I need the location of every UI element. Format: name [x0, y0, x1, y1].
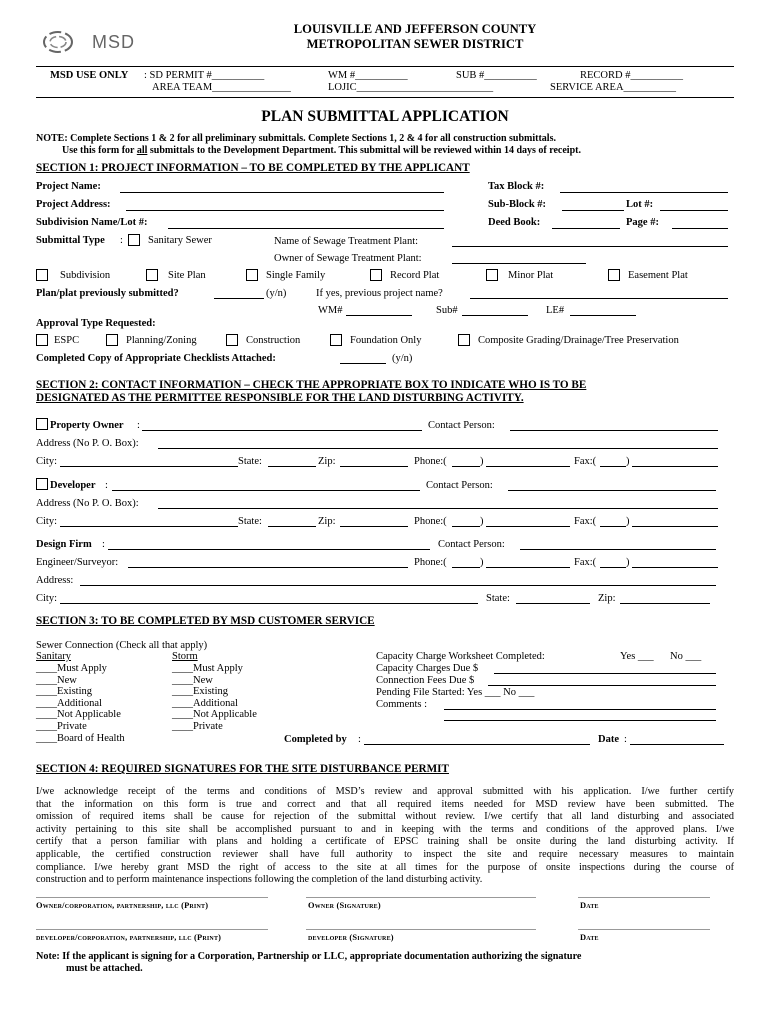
dev-zip-field[interactable] — [340, 526, 408, 527]
df-phone-area[interactable] — [452, 567, 480, 568]
capacity-worksheet-label: Capacity Charge Worksheet Completed: — [376, 651, 545, 662]
completed-by-colon: : — [358, 734, 361, 745]
df-phone-label: Phone:( — [414, 557, 447, 568]
project-name-field[interactable] — [120, 192, 444, 193]
comments-field-1[interactable] — [444, 709, 716, 710]
engineer-field[interactable] — [128, 567, 408, 568]
completed-date-label: Date — [598, 734, 619, 745]
prev-sub-field[interactable] — [462, 315, 528, 316]
note-line1: NOTE: Complete Sections 1 & 2 for all preliminary submittals. Complete Sections 1, 2 & 4 for all construction submittals. — [36, 133, 556, 144]
msd-logo-text: MSD — [92, 32, 135, 52]
capacity-due-field[interactable] — [494, 673, 716, 674]
po-fax-area[interactable] — [600, 466, 626, 467]
section2-title-line2: DESIGNATED AS THE PERMITTEE RESPONSIBLE FOR THE LAND DISTURBING ACTIVITY. — [36, 392, 524, 404]
msd-use-label: MSD USE ONLY — [50, 70, 129, 81]
certification-line: certify that a person familiar with plans and holding a certificate of EPSC training shall be onsite during the land disturbing activity. If — [36, 836, 734, 848]
po-phone-paren: ) — [480, 456, 484, 467]
sanitary-sewer-checkbox[interactable] — [128, 234, 140, 246]
dev-contact-field[interactable] — [508, 490, 716, 491]
certification-line: construction and to perform maintenance inspections following the completion of the land disturbing activity. — [36, 874, 483, 886]
sig1-print-line[interactable] — [36, 897, 268, 898]
dev-address-field[interactable] — [158, 508, 718, 509]
type-single-family-label: Single Family — [266, 270, 326, 281]
sub-block-label: Sub-Block #: — [488, 199, 547, 210]
approval-espc-label: ESPC — [54, 335, 80, 346]
prev-wm-label: WM# — [318, 305, 343, 316]
msd-use-area-team: AREA TEAM_______________ — [152, 82, 291, 93]
po-zip-field[interactable] — [340, 466, 408, 467]
checklist-field[interactable] — [340, 363, 386, 364]
type-record-plat-label: Record Plat — [390, 270, 440, 281]
dev-city-field[interactable] — [60, 526, 238, 527]
dev-fax-paren: ) — [626, 516, 630, 527]
property-owner-colon: : — [137, 420, 140, 431]
po-contact-label: Contact Person: — [428, 420, 495, 431]
tax-block-label: Tax Block #: — [488, 181, 545, 192]
dev-phone-area[interactable] — [452, 526, 480, 527]
dev-phone-paren: ) — [480, 516, 484, 527]
df-fax-field[interactable] — [632, 567, 718, 568]
df-address-label: Address: — [36, 575, 74, 586]
checklist-yn: (y/n) — [392, 353, 413, 364]
previous-name-field[interactable] — [470, 298, 728, 299]
storm-item[interactable]: ____Not Applicable — [172, 709, 257, 721]
df-zip-label: Zip: — [598, 593, 616, 604]
po-zip-label: Zip: — [318, 456, 336, 467]
site-plan-checkbox[interactable] — [146, 269, 158, 281]
design-firm-field[interactable] — [108, 549, 430, 550]
completed-date-colon: : — [624, 734, 627, 745]
approval-planning-label: Planning/Zoning — [126, 335, 197, 346]
completed-by-label: Completed by — [284, 734, 347, 745]
sig2-print-label: developer/corporation, partnership, llc (Print) — [36, 933, 222, 942]
df-state-field[interactable] — [516, 603, 590, 604]
type-minor-plat-label: Minor Plat — [508, 270, 554, 281]
form-title: PLAN SUBMITTAL APPLICATION — [261, 108, 509, 125]
type-easement-plat-label: Easement Plat — [628, 270, 688, 281]
previously-submitted-field[interactable] — [214, 298, 264, 299]
df-zip-field[interactable] — [620, 603, 710, 604]
df-fax-area[interactable] — [600, 567, 626, 568]
certification-paragraph — [36, 786, 734, 887]
prev-le-label: LE# — [546, 305, 565, 316]
msd-use-sub: SUB #__________ — [456, 70, 537, 81]
df-state-label: State: — [486, 593, 510, 604]
prev-sub-label: Sub# — [436, 305, 458, 316]
storm-item[interactable]: ____Private — [172, 721, 223, 732]
tax-block-field[interactable] — [560, 192, 728, 193]
po-phone-label: Phone:( — [414, 456, 447, 467]
completed-by-field[interactable] — [364, 744, 590, 745]
sanitary-sewer-label: Sanitary Sewer — [148, 235, 212, 246]
previously-submitted-label: Plan/plat previously submitted? — [36, 288, 179, 299]
design-firm-label: Design Firm — [36, 539, 92, 550]
sig2-sign-label: developer (Signature) — [308, 933, 394, 942]
type-subdivision-label: Subdivision — [60, 270, 111, 281]
sig1-print-label: Owner/corporation, partnership, llc (Print) — [36, 901, 209, 910]
page-label: Page #: — [626, 217, 659, 228]
section1-title: SECTION 1: PROJECT INFORMATION – TO BE COMPLETED BY THE APPLICANT — [36, 162, 470, 174]
po-fax-field[interactable] — [632, 466, 718, 467]
footer-note-line1: Note: If the applicant is signing for a Corporation, Partnership or LLC, appropriate documentation authorizing the signature — [36, 951, 582, 962]
section2-title-line1: SECTION 2: CONTACT INFORMATION – CHECK THE APPROPRIATE BOX TO INDICATE WHO IS TO BE — [36, 379, 587, 391]
po-address-field[interactable] — [158, 448, 718, 449]
dev-phone-label: Phone:( — [414, 516, 447, 527]
subdivision-lot-label: Subdivision Name/Lot #: — [36, 217, 148, 228]
connection-fees-field[interactable] — [488, 685, 716, 686]
certification-line: that the information on this form is true and correct and that all required items needed for MSD review have been submitted. The — [36, 798, 734, 810]
dev-fax-label: Fax:( — [574, 516, 597, 527]
name-plant-field[interactable] — [452, 246, 728, 247]
dev-state-field[interactable] — [268, 526, 316, 527]
dev-phone-field[interactable] — [486, 526, 570, 527]
df-fax-paren: ) — [626, 557, 630, 568]
po-address-label: Address (No P. O. Box): — [36, 438, 139, 449]
dev-zip-label: Zip: — [318, 516, 336, 527]
msd-use-service-area: SERVICE AREA__________ — [550, 82, 677, 93]
sanitary-item[interactable]: ____Must Apply — [36, 663, 107, 674]
easement-plat-checkbox[interactable] — [608, 269, 620, 281]
name-plant-label: Name of Sewage Treatment Plant: — [274, 236, 419, 247]
sanitary-item[interactable]: ____Not Applicable — [36, 709, 121, 721]
comments-field-2[interactable] — [444, 720, 716, 721]
comments-label: Comments : — [376, 699, 428, 710]
sanitary-item[interactable]: ____Private — [36, 721, 87, 732]
prev-wm-field[interactable] — [346, 315, 412, 316]
pending-file-label[interactable]: Pending File Started: Yes ___ No ___ — [376, 687, 535, 698]
df-city-field[interactable] — [60, 603, 478, 604]
planning-zoning-checkbox[interactable] — [106, 334, 118, 346]
owner-plant-label: Owner of Sewage Treatment Plant: — [274, 253, 422, 264]
sig2-date-label: Date — [580, 933, 599, 942]
approval-composite-label: Composite Grading/Drainage/Tree Preservation — [478, 335, 679, 346]
capacity-worksheet-no[interactable]: No ___ — [670, 651, 702, 662]
sanitary-item[interactable]: ____New — [36, 674, 77, 686]
storm-item[interactable]: ____Additional — [172, 697, 238, 709]
developer-label: Developer — [50, 480, 96, 491]
msd-use-record: RECORD #__________ — [580, 70, 683, 81]
po-phone-area[interactable] — [452, 466, 480, 467]
sanitary-item[interactable]: ____Additional — [36, 697, 102, 709]
dev-address-label: Address (No P. O. Box): — [36, 498, 139, 509]
completed-date-field[interactable] — [630, 744, 724, 745]
property-owner-field[interactable] — [142, 430, 422, 431]
sig1-date-label: Date — [580, 901, 599, 910]
project-name-label: Project Name: — [36, 181, 101, 192]
df-fax-label: Fax:( — [574, 557, 597, 568]
capacity-due-label: Capacity Charges Due $ — [376, 663, 479, 674]
dev-fax-field[interactable] — [632, 526, 718, 527]
subdivision-checkbox[interactable] — [36, 269, 48, 281]
sub-block-field[interactable] — [562, 210, 624, 211]
storm-item[interactable]: ____New — [172, 674, 213, 686]
storm-heading: Storm — [172, 651, 198, 662]
foundation-only-checkbox[interactable] — [330, 334, 342, 346]
msd-use-lojic: LOJIC__________________________ — [328, 82, 494, 93]
po-phone-field[interactable] — [486, 466, 570, 467]
dev-city-label: City: — [36, 516, 58, 527]
storm-item[interactable]: ____Existing — [172, 686, 229, 698]
owner-plant-field[interactable] — [452, 263, 586, 264]
msd-use-wm: WM #__________ — [328, 70, 408, 81]
sig1-sign-label: Owner (Signature) — [308, 901, 381, 910]
page-field[interactable] — [672, 228, 728, 229]
developer-field[interactable] — [112, 490, 420, 491]
po-fax-label: Fax:( — [574, 456, 597, 467]
note-line2: Use this form for all submittals to the Development Department. This submittal will be reviewed within 14 days of receipt. — [62, 145, 581, 156]
previously-yn: (y/n) — [266, 288, 287, 299]
sanitary-heading: Sanitary — [36, 651, 71, 662]
engineer-label: Engineer/Surveyor: — [36, 557, 119, 568]
espc-checkbox[interactable] — [36, 334, 48, 346]
property-owner-checkbox[interactable] — [36, 418, 48, 430]
subdivision-lot-field[interactable] — [168, 228, 444, 229]
dev-fax-area[interactable] — [600, 526, 626, 527]
prev-le-field[interactable] — [570, 315, 636, 316]
sanitary-item[interactable]: ____Existing — [36, 686, 93, 698]
lot-label: Lot #: — [626, 199, 654, 210]
df-phone-field[interactable] — [486, 567, 570, 568]
submittal-type-colon: : — [120, 235, 123, 246]
capacity-worksheet-yes[interactable]: Yes ___ — [620, 651, 654, 662]
single-family-checkbox[interactable] — [246, 269, 258, 281]
po-fax-paren: ) — [626, 456, 630, 467]
certification-line: compliance. I/we hereby grant MSD the right of access to the site at all times for the purpose of onsite inspections during the course of — [36, 861, 734, 873]
project-address-field[interactable] — [126, 210, 444, 211]
certification-line: applicable, the certified construction reviewer shall have full authority to inspect the site and require necessary measures to maintain — [36, 848, 734, 860]
sig1-date-line[interactable] — [578, 897, 710, 898]
previous-name-label: If yes, previous project name? — [316, 288, 443, 299]
developer-checkbox[interactable] — [36, 478, 48, 490]
connection-fees-label: Connection Fees Due $ — [376, 675, 475, 686]
sanitary-item[interactable]: ____Board of Health — [36, 732, 125, 744]
sig2-print-line[interactable] — [36, 929, 268, 930]
po-city-label: City: — [36, 456, 58, 467]
sewer-connection-label: Sewer Connection (Check all that apply) — [36, 640, 208, 651]
deed-book-field[interactable] — [552, 228, 620, 229]
certification-line: I/we acknowledge receipt of the terms and conditions of MSD’s review and approval submitted with his application. I/we further certify — [36, 786, 734, 797]
submittal-type-label: Submittal Type — [36, 235, 105, 246]
certification-line: activity pertaining to this site shall be accomplished pursuant to and in keeping with the terms and conditions of the approved plans. I/we — [36, 823, 734, 835]
po-contact-field[interactable] — [510, 430, 718, 431]
po-state-field[interactable] — [268, 466, 316, 467]
section4-title: SECTION 4: REQUIRED SIGNATURES FOR THE SITE DISTURBANCE PERMIT — [36, 763, 449, 775]
dev-contact-label: Contact Person: — [426, 480, 493, 491]
df-contact-field[interactable] — [520, 549, 716, 550]
msd-use-sd-permit: : SD PERMIT #__________ — [144, 70, 265, 81]
composite-grading-checkbox[interactable] — [458, 334, 470, 346]
sig2-date-line[interactable] — [578, 929, 710, 930]
certification-line: omission of required items shall be cause for rejection of the submittal without review. I/we certify that all land disturbing and associated — [36, 811, 734, 823]
df-city-label: City: — [36, 593, 58, 604]
lot-field[interactable] — [660, 210, 728, 211]
sig1-sign-line[interactable] — [306, 897, 536, 898]
checklist-label: Completed Copy of Appropriate Checklists Attached: — [36, 353, 276, 364]
developer-colon: : — [105, 480, 108, 491]
section3-title: SECTION 3: TO BE COMPLETED BY MSD CUSTOMER SERVICE — [36, 615, 375, 627]
footer-note-line2: must be attached. — [66, 963, 143, 974]
msd-use-box — [36, 66, 734, 98]
dev-state-label: State: — [238, 516, 262, 527]
project-address-label: Project Address: — [36, 199, 111, 210]
type-site-plan-label: Site Plan — [168, 270, 206, 281]
sig2-sign-line[interactable] — [306, 929, 536, 930]
construction-checkbox[interactable] — [226, 334, 238, 346]
po-city-field[interactable] — [60, 466, 238, 467]
design-firm-colon: : — [102, 539, 105, 550]
po-state-label: State: — [238, 456, 262, 467]
approval-type-label: Approval Type Requested: — [36, 318, 156, 329]
approval-construction-label: Construction — [246, 335, 301, 346]
df-address-field[interactable] — [80, 585, 716, 586]
df-contact-label: Contact Person: — [438, 539, 505, 550]
property-owner-label: Property Owner — [50, 420, 124, 431]
deed-book-label: Deed Book: — [488, 217, 541, 228]
minor-plat-checkbox[interactable] — [486, 269, 498, 281]
header-title-line1: LOUISVILLE AND JEFFERSON COUNTY — [293, 22, 537, 36]
df-phone-paren: ) — [480, 557, 484, 568]
header-title-line2: METROPOLITAN SEWER DISTRICT — [306, 37, 524, 51]
approval-foundation-label: Foundation Only — [350, 335, 422, 346]
record-plat-checkbox[interactable] — [370, 269, 382, 281]
storm-item[interactable]: ____Must Apply — [172, 663, 243, 674]
